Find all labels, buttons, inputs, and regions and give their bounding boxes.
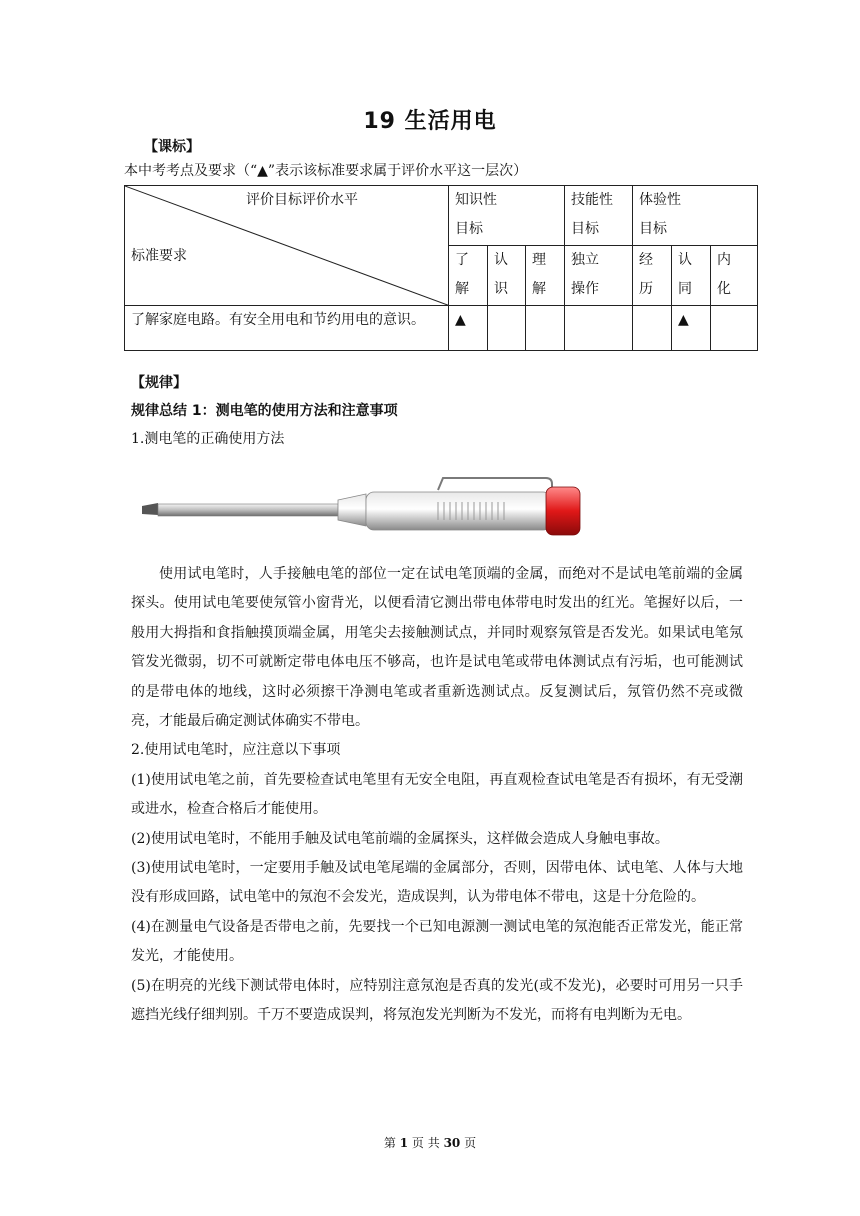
group-knowledge [449, 186, 565, 246]
body-text [131, 560, 743, 1031]
page-number: 1 [399, 1136, 409, 1150]
corner-bottom-label: 标准要求 [131, 248, 187, 264]
footer-text: 第 [383, 1136, 396, 1150]
sub-header-text: 认 [494, 252, 508, 269]
sub-header-text: 理 [532, 252, 546, 269]
sub-header-cell [449, 246, 488, 306]
group-experience-l1: 体验性 [639, 192, 682, 208]
sub-header-text: 内 [717, 252, 732, 269]
sub-header-text: 了 [455, 252, 469, 269]
intro-text: 本中考考点及要求（“▲”表示该标准要求属于评价水平这一层次） [124, 163, 528, 179]
mark-cell [633, 306, 672, 351]
page-title: 19 生活用电 [363, 109, 497, 134]
group-skill-l2: 目标 [571, 221, 600, 237]
subheading-notes: 2.使用试电笔时，应注意以下事项 [131, 742, 341, 759]
mark-cell [711, 306, 758, 351]
corner-top-label: 评价目标评价水平 [246, 192, 358, 208]
note-item: (2)使用试电笔时，不能用手触及试电笔前端的金属探头，这样做会造成人身触电事故。 [131, 830, 669, 847]
sub-header-cell [488, 246, 526, 306]
note-item: (5)在明亮的光线下测试带电体时，应特别注意氖泡是否真的发光(或不发光)，必要时可用另一只手遮挡光线仔细判别。千万不要造成误判，将氖泡发光判断为不发光，而将有电判断为无电。 [131, 977, 743, 1024]
sub-header-cell [633, 246, 672, 306]
mark-cell: ▲ [449, 306, 488, 351]
sub-header-cell [526, 246, 565, 306]
sub-header-text: 识 [494, 281, 508, 298]
footer-text: 页 共 [411, 1136, 440, 1150]
sub-header-text: 操作 [571, 281, 600, 298]
page-footer [0, 1134, 860, 1151]
note-item: (4)在测量电气设备是否带电之前，先要找一个已知电源测一测试电笔的氖泡能否正常发光，能正常发光，才能使用。 [131, 918, 743, 965]
sub-header-text: 化 [717, 281, 732, 298]
group-knowledge-l2: 目标 [455, 221, 483, 237]
usage-paragraph: 使用试电笔时，人手接触电笔的部位一定在试电笔顶端的金属，而绝对不是试电笔前端的金属探头。使用试电笔要使氖管小窗背光，以便看清它测出带电体带电时发出的红光。笔握好以后，一般用大拇指和食指触摸顶端金属，用笔尖去接触测试点，并同时观察氖管是否发光。如果试电笔氖管发光微弱，切不可就断定带电体电压不够高，也许是试电笔或带电体测试点有污垢，也可能测试的是带电体的地线，这时必须擦干净测电笔或者重新选测试点。反复测试后，氖管仍然不亮或微亮，才能最后确定测试体确实不带电。 [131, 566, 743, 730]
group-knowledge-l1: 知识性 [455, 192, 497, 208]
group-skill [565, 186, 633, 246]
group-skill-l1: 技能性 [571, 192, 614, 208]
sub-header-text: 同 [678, 281, 693, 298]
rule-heading: 规律总结 1：测电笔的使用方法和注意事项 [131, 403, 398, 419]
row-label-cell: 了解家庭电路。有安全用电和节约用电的意识。 [125, 306, 449, 351]
sub-header-cell [565, 246, 633, 306]
sub-header-text: 认 [678, 252, 693, 269]
mark-cell [565, 306, 633, 351]
test-pen-illustration [138, 470, 588, 550]
mark-cell [488, 306, 526, 351]
standards-table [124, 185, 758, 351]
sub-header-text: 经 [639, 252, 654, 269]
mark-cell [526, 306, 565, 351]
page-total: 30 [443, 1136, 461, 1150]
section-heading-kebiao: 【课标】 [144, 139, 200, 155]
mark-cell: ▲ [672, 306, 711, 351]
group-experience [633, 186, 758, 246]
footer-text: 页 [464, 1136, 477, 1150]
section-heading-guilv: 【规律】 [131, 375, 187, 391]
sub-header-text: 解 [455, 281, 469, 298]
sub-header-text: 解 [532, 281, 546, 298]
sub-header-text: 独立 [571, 252, 600, 269]
sub-header-cell [672, 246, 711, 306]
table-corner-cell [125, 186, 449, 306]
group-experience-l2: 目标 [639, 221, 668, 237]
sub-header-cell [711, 246, 758, 306]
note-item: (3)使用试电笔时，一定要用手触及试电笔尾端的金属部分，否则，因带电体、试电笔、人体与大地没有形成回路，试电笔中的氖泡不会发光，造成误判，认为带电体不带电，这是十分危险的。 [131, 860, 743, 906]
note-item: (1)使用试电笔之前，首先要检查试电笔里有无安全电阻，再直观检查试电笔是否有损坏，有无受潮或进水，检查合格后才能使用。 [131, 771, 743, 818]
subheading-usage: 1.测电笔的正确使用方法 [131, 431, 285, 447]
sub-header-text: 历 [639, 281, 654, 298]
